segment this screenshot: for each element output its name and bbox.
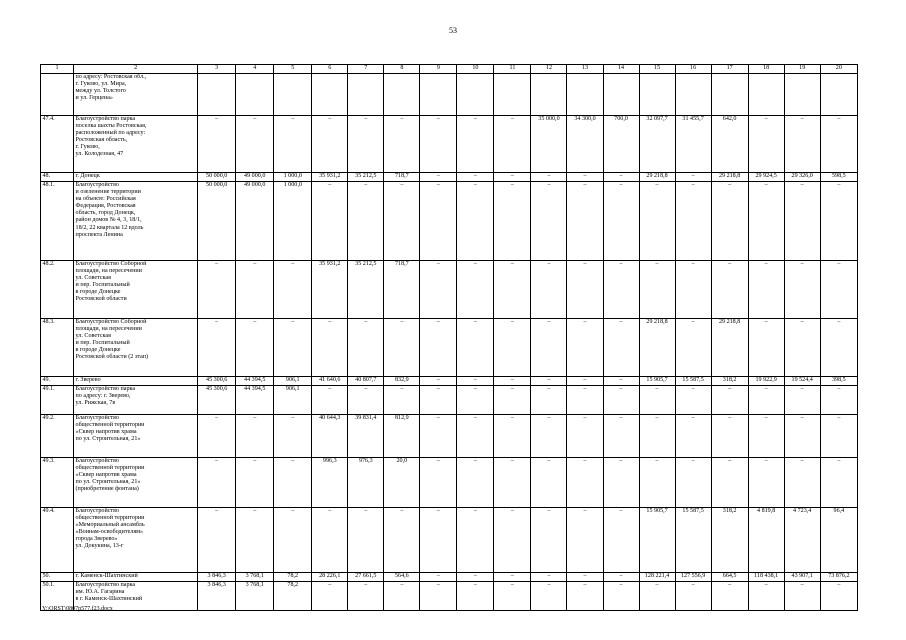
value-cell: 118 438,1 xyxy=(748,573,784,582)
table-row xyxy=(41,458,858,508)
value-cell: 3 846,3 xyxy=(198,573,236,582)
object-name-cell: Благоустройство парка поселка шахты Ростовская, расположенный по адресу: Ростовская область, г. Гуково, ул. Колодезная, 47 xyxy=(74,116,198,173)
value-cell: – xyxy=(567,261,603,319)
row-number-cell: 47.4. xyxy=(41,116,74,173)
value-cell: 49 000,0 xyxy=(236,173,274,182)
value-cell: – xyxy=(603,573,639,582)
column-number-cell: 8 xyxy=(384,65,420,74)
value-cell: 35 212,5 xyxy=(348,173,384,182)
value-cell xyxy=(711,74,748,116)
value-cell: – xyxy=(675,458,711,508)
column-number-cell: 2 xyxy=(74,65,198,74)
column-number-cell: 10 xyxy=(457,65,494,74)
value-cell: – xyxy=(820,582,857,611)
value-cell xyxy=(494,74,531,116)
value-cell xyxy=(198,74,236,116)
value-cell: 34 300,0 xyxy=(567,116,603,173)
value-cell: – xyxy=(348,319,384,377)
object-name-cell: г. Каменск-Шахтинский xyxy=(74,573,198,582)
value-cell: – xyxy=(784,261,820,319)
value-cell: – xyxy=(420,582,457,611)
value-cell: 39 831,4 xyxy=(348,415,384,458)
value-cell: – xyxy=(784,116,820,173)
row-number-cell xyxy=(41,74,74,116)
value-cell: – xyxy=(198,116,236,173)
column-number-cell: 7 xyxy=(348,65,384,74)
table-row xyxy=(41,182,858,261)
value-cell: – xyxy=(711,261,748,319)
value-cell: – xyxy=(531,508,567,573)
value-cell: – xyxy=(567,386,603,415)
value-cell: 43 907,1 xyxy=(784,573,820,582)
value-cell: – xyxy=(348,182,384,261)
column-number-cell: 20 xyxy=(820,65,857,74)
value-cell: 29 218,8 xyxy=(711,173,748,182)
column-number-cell: 18 xyxy=(748,65,784,74)
value-cell: – xyxy=(675,182,711,261)
value-cell: – xyxy=(531,377,567,386)
value-cell: – xyxy=(711,458,748,508)
value-cell: 31 455,7 xyxy=(675,116,711,173)
column-number-cell: 11 xyxy=(494,65,531,74)
value-cell: 906,1 xyxy=(274,386,312,415)
value-cell: 398,5 xyxy=(820,377,857,386)
value-cell: 15 587,5 xyxy=(675,377,711,386)
value-cell: – xyxy=(384,582,420,611)
value-cell: – xyxy=(494,386,531,415)
value-cell: – xyxy=(531,573,567,582)
value-cell: 19 524,4 xyxy=(784,377,820,386)
value-cell: – xyxy=(494,319,531,377)
value-cell: – xyxy=(675,415,711,458)
value-cell: – xyxy=(420,116,457,173)
table-row xyxy=(41,386,858,415)
column-number-cell: 16 xyxy=(675,65,711,74)
value-cell: 40 644,3 xyxy=(312,415,348,458)
value-cell: – xyxy=(748,182,784,261)
value-cell: – xyxy=(198,261,236,319)
value-cell: 718,7 xyxy=(384,173,420,182)
value-cell: 41 640,6 xyxy=(312,377,348,386)
value-cell: – xyxy=(457,415,494,458)
object-name-cell: Благоустройство и озеленение территории на объекте: Российская Федерация, Ростовская область, город Донецк, район домов № 4, 3, 18/1, 18/2, 22 квартала 12 вдоль проспекта Ленина xyxy=(74,182,198,261)
value-cell: 19 922,9 xyxy=(748,377,784,386)
value-cell: – xyxy=(748,415,784,458)
value-cell: – xyxy=(748,386,784,415)
table-row xyxy=(41,582,858,611)
value-cell: – xyxy=(457,458,494,508)
file-path-footer: Y:\ORST\0807p577.f23.docx xyxy=(42,606,113,612)
value-cell: 718,7 xyxy=(384,261,420,319)
row-number-cell: 48.2. xyxy=(41,261,74,319)
value-cell: – xyxy=(384,182,420,261)
object-name-cell: г. Зверево xyxy=(74,377,198,386)
value-cell: – xyxy=(236,458,274,508)
value-cell: – xyxy=(494,182,531,261)
value-cell: 598,5 xyxy=(820,173,857,182)
value-cell xyxy=(784,74,820,116)
value-cell: – xyxy=(748,261,784,319)
value-cell: – xyxy=(420,458,457,508)
value-cell: – xyxy=(784,386,820,415)
value-cell: 35 931,2 xyxy=(312,173,348,182)
value-cell: – xyxy=(420,182,457,261)
value-cell: – xyxy=(675,582,711,611)
value-cell: – xyxy=(420,508,457,573)
value-cell: 1 000,0 xyxy=(274,182,312,261)
value-cell: 27 661,5 xyxy=(348,573,384,582)
value-cell: 318,2 xyxy=(711,377,748,386)
object-name-cell: Благоустройство общественной территории «Мемориальный ансамбль «Воинам-освободителям» города Зверево» ул. Докукина, 13-г xyxy=(74,508,198,573)
value-cell: – xyxy=(639,582,675,611)
table-row xyxy=(41,173,858,182)
value-cell: – xyxy=(531,261,567,319)
value-cell: – xyxy=(420,173,457,182)
value-cell: 32 097,7 xyxy=(639,116,675,173)
value-cell: – xyxy=(420,415,457,458)
value-cell: 3 768,1 xyxy=(236,573,274,582)
value-cell: 73 876,2 xyxy=(820,573,857,582)
column-number-cell: 1 xyxy=(41,65,74,74)
value-cell: 29 218,8 xyxy=(639,173,675,182)
value-cell xyxy=(457,74,494,116)
value-cell: – xyxy=(784,182,820,261)
value-cell: – xyxy=(603,415,639,458)
value-cell: 44 394,5 xyxy=(236,377,274,386)
value-cell: – xyxy=(198,319,236,377)
value-cell xyxy=(420,74,457,116)
value-cell: 40 807,7 xyxy=(348,377,384,386)
object-name-cell: Благоустройство Соборной площади, на пересечении ул. Советская и пер. Госпитальный в городе Донецке Ростовской области (2 этап) xyxy=(74,319,198,377)
value-cell: – xyxy=(567,582,603,611)
value-cell: 29 218,8 xyxy=(639,319,675,377)
value-cell: – xyxy=(494,573,531,582)
page-number: 53 xyxy=(449,26,457,35)
value-cell: – xyxy=(457,386,494,415)
value-cell: 127 556,9 xyxy=(675,573,711,582)
value-cell: 29 924,5 xyxy=(748,173,784,182)
value-cell: 50 000,0 xyxy=(198,182,236,261)
column-number-cell: 9 xyxy=(420,65,457,74)
value-cell: – xyxy=(639,182,675,261)
row-number-cell: 48.3. xyxy=(41,319,74,377)
value-cell: – xyxy=(420,261,457,319)
value-cell xyxy=(603,74,639,116)
value-cell: – xyxy=(820,386,857,415)
value-cell: 4 819,8 xyxy=(748,508,784,573)
value-cell: 29 218,8 xyxy=(711,319,748,377)
row-number-cell: 49.3. xyxy=(41,458,74,508)
row-number-cell: 49.2. xyxy=(41,415,74,458)
value-cell: – xyxy=(603,182,639,261)
value-cell xyxy=(639,74,675,116)
object-name-cell: Благоустройство общественной территории «Сквер напротив храма по ул. Строительная, 21» xyxy=(74,415,198,458)
value-cell: – xyxy=(603,261,639,319)
value-cell: – xyxy=(494,508,531,573)
row-number-cell: 50.1. xyxy=(41,582,74,611)
value-cell: – xyxy=(603,173,639,182)
value-cell xyxy=(675,74,711,116)
value-cell: – xyxy=(457,182,494,261)
value-cell: 812,9 xyxy=(384,415,420,458)
table-row xyxy=(41,508,858,573)
value-cell: – xyxy=(494,582,531,611)
value-cell: 50 000,0 xyxy=(198,173,236,182)
object-name-cell: Благоустройство Соборной площади, на пересечении ул. Советская и пер. Госпитальный в городе Донецке Ростовской области xyxy=(74,261,198,319)
value-cell: – xyxy=(675,173,711,182)
row-number-cell: 49.1. xyxy=(41,386,74,415)
value-cell: – xyxy=(820,261,857,319)
value-cell: – xyxy=(820,116,857,173)
value-cell: 3 768,1 xyxy=(236,582,274,611)
value-cell: – xyxy=(198,508,236,573)
value-cell: 642,0 xyxy=(711,116,748,173)
value-cell: – xyxy=(274,319,312,377)
value-cell xyxy=(384,74,420,116)
value-cell: – xyxy=(494,261,531,319)
value-cell: – xyxy=(531,182,567,261)
value-cell: – xyxy=(675,261,711,319)
value-cell: – xyxy=(820,415,857,458)
value-cell: – xyxy=(274,415,312,458)
value-cell: – xyxy=(236,319,274,377)
value-cell: – xyxy=(312,508,348,573)
value-cell: – xyxy=(820,182,857,261)
value-cell: – xyxy=(348,508,384,573)
value-cell: – xyxy=(457,173,494,182)
value-cell: – xyxy=(639,458,675,508)
value-cell: 1 000,0 xyxy=(274,173,312,182)
value-cell xyxy=(348,74,384,116)
value-cell: – xyxy=(312,582,348,611)
value-cell: – xyxy=(748,319,784,377)
value-cell: – xyxy=(457,377,494,386)
value-cell: 15 905,7 xyxy=(639,377,675,386)
value-cell: – xyxy=(384,116,420,173)
value-cell: 44 394,5 xyxy=(236,386,274,415)
value-cell: – xyxy=(748,116,784,173)
value-cell: – xyxy=(820,319,857,377)
value-cell: – xyxy=(748,458,784,508)
table-row xyxy=(41,74,858,116)
value-cell: – xyxy=(784,415,820,458)
object-name-cell: Благоустройство парка по адресу: г. Зверево, ул. Рижская, 7в xyxy=(74,386,198,415)
column-number-cell: 12 xyxy=(531,65,567,74)
value-cell: – xyxy=(675,319,711,377)
value-cell: – xyxy=(420,377,457,386)
value-cell: 664,5 xyxy=(711,573,748,582)
value-cell: – xyxy=(567,508,603,573)
column-number-cell: 13 xyxy=(567,65,603,74)
value-cell: – xyxy=(531,415,567,458)
value-cell: – xyxy=(531,319,567,377)
table-row xyxy=(41,415,858,458)
value-cell: – xyxy=(639,386,675,415)
value-cell: – xyxy=(384,508,420,573)
value-cell: – xyxy=(236,415,274,458)
value-cell: – xyxy=(675,386,711,415)
value-cell: 906,1 xyxy=(274,377,312,386)
column-number-cell: 17 xyxy=(711,65,748,74)
value-cell: – xyxy=(820,458,857,508)
value-cell: – xyxy=(494,415,531,458)
value-cell: – xyxy=(384,319,420,377)
row-number-cell: 48. xyxy=(41,173,74,182)
value-cell: – xyxy=(236,116,274,173)
value-cell: – xyxy=(531,458,567,508)
column-number-cell: 5 xyxy=(274,65,312,74)
value-cell: – xyxy=(567,173,603,182)
value-cell: – xyxy=(748,582,784,611)
value-cell: 20,0 xyxy=(384,458,420,508)
value-cell xyxy=(567,74,603,116)
value-cell: – xyxy=(420,386,457,415)
value-cell: – xyxy=(639,415,675,458)
table-row xyxy=(41,377,858,386)
column-number-cell: 3 xyxy=(198,65,236,74)
value-cell: – xyxy=(603,386,639,415)
value-cell: – xyxy=(603,508,639,573)
object-name-cell: Благоустройство парка им. Ю.А. Гагарина в г. Каменск-Шахтинский xyxy=(74,582,198,611)
value-cell: – xyxy=(457,508,494,573)
value-cell: 28 226,1 xyxy=(312,573,348,582)
value-cell xyxy=(236,74,274,116)
value-cell: 4 723,4 xyxy=(784,508,820,573)
table-row xyxy=(41,573,858,582)
value-cell: – xyxy=(348,386,384,415)
value-cell: – xyxy=(198,458,236,508)
value-cell: – xyxy=(420,319,457,377)
value-cell: 96,4 xyxy=(820,508,857,573)
column-number-cell: 19 xyxy=(784,65,820,74)
value-cell: – xyxy=(567,377,603,386)
value-cell xyxy=(312,74,348,116)
value-cell: – xyxy=(567,182,603,261)
value-cell: – xyxy=(348,582,384,611)
value-cell: – xyxy=(603,377,639,386)
table-row xyxy=(41,261,858,319)
column-number-header-row xyxy=(41,65,858,74)
column-number-cell: 4 xyxy=(236,65,274,74)
value-cell: – xyxy=(494,173,531,182)
value-cell: 3 846,3 xyxy=(198,582,236,611)
row-number-cell: 50. xyxy=(41,573,74,582)
value-cell: – xyxy=(457,116,494,173)
value-cell: – xyxy=(312,386,348,415)
value-cell: 45 300,6 xyxy=(198,386,236,415)
row-number-cell: 48.1. xyxy=(41,182,74,261)
value-cell: 976,3 xyxy=(348,458,384,508)
value-cell: 15 587,5 xyxy=(675,508,711,573)
column-number-cell: 15 xyxy=(639,65,675,74)
value-cell: – xyxy=(603,458,639,508)
value-cell: – xyxy=(784,582,820,611)
value-cell: – xyxy=(312,116,348,173)
value-cell: – xyxy=(639,261,675,319)
value-cell: – xyxy=(784,319,820,377)
value-cell: 35 000,0 xyxy=(531,116,567,173)
value-cell: – xyxy=(312,319,348,377)
value-cell: 318,2 xyxy=(711,508,748,573)
value-cell: – xyxy=(274,458,312,508)
value-cell xyxy=(531,74,567,116)
value-cell: – xyxy=(531,173,567,182)
value-cell xyxy=(748,74,784,116)
table-row xyxy=(41,319,858,377)
value-cell: – xyxy=(603,319,639,377)
row-number-cell: 49. xyxy=(41,377,74,386)
value-cell: – xyxy=(603,582,639,611)
value-cell: 35 931,2 xyxy=(312,261,348,319)
value-cell: – xyxy=(312,182,348,261)
value-cell: 832,9 xyxy=(384,377,420,386)
value-cell: – xyxy=(567,573,603,582)
value-cell: 15 905,7 xyxy=(639,508,675,573)
value-cell: – xyxy=(274,261,312,319)
value-cell: 45 300,6 xyxy=(198,377,236,386)
value-cell: – xyxy=(457,261,494,319)
value-cell: – xyxy=(711,386,748,415)
table-row xyxy=(41,116,858,173)
value-cell: – xyxy=(384,386,420,415)
value-cell: – xyxy=(274,508,312,573)
object-name-cell: Благоустройство общественной территории «Сквер напротив храма по ул. Строительная, 21» (приобретение фонтана) xyxy=(74,458,198,508)
value-cell: 128 221,4 xyxy=(639,573,675,582)
value-cell: – xyxy=(457,319,494,377)
value-cell: – xyxy=(494,377,531,386)
value-cell: – xyxy=(711,182,748,261)
value-cell: – xyxy=(531,386,567,415)
value-cell: – xyxy=(348,116,384,173)
row-number-cell: 49.4. xyxy=(41,508,74,573)
column-number-cell: 14 xyxy=(603,65,639,74)
value-cell: – xyxy=(567,319,603,377)
value-cell: – xyxy=(457,582,494,611)
value-cell: – xyxy=(567,458,603,508)
value-cell: – xyxy=(531,582,567,611)
value-cell: 78,2 xyxy=(274,573,312,582)
object-name-cell: по адресу: Ростовская обл., г. Гуково, ул. Мира, между ул. Толстого и ул. Герцена» xyxy=(74,74,198,116)
value-cell: 29 326,0 xyxy=(784,173,820,182)
value-cell: – xyxy=(457,573,494,582)
column-number-cell: 6 xyxy=(312,65,348,74)
value-cell xyxy=(274,74,312,116)
value-cell: 49 000,0 xyxy=(236,182,274,261)
value-cell: 700,0 xyxy=(603,116,639,173)
value-cell: 78,2 xyxy=(274,582,312,611)
value-cell: – xyxy=(236,508,274,573)
value-cell: – xyxy=(420,573,457,582)
budget-table xyxy=(40,64,858,611)
value-cell: – xyxy=(274,116,312,173)
value-cell: – xyxy=(494,458,531,508)
value-cell: – xyxy=(711,415,748,458)
value-cell: – xyxy=(198,415,236,458)
value-cell: 35 212,5 xyxy=(348,261,384,319)
value-cell: – xyxy=(784,458,820,508)
value-cell: 996,3 xyxy=(312,458,348,508)
value-cell xyxy=(820,74,857,116)
value-cell: – xyxy=(236,261,274,319)
value-cell: – xyxy=(711,582,748,611)
value-cell: – xyxy=(494,116,531,173)
object-name-cell: г. Донецк xyxy=(74,173,198,182)
value-cell: 564,6 xyxy=(384,573,420,582)
value-cell: – xyxy=(567,415,603,458)
